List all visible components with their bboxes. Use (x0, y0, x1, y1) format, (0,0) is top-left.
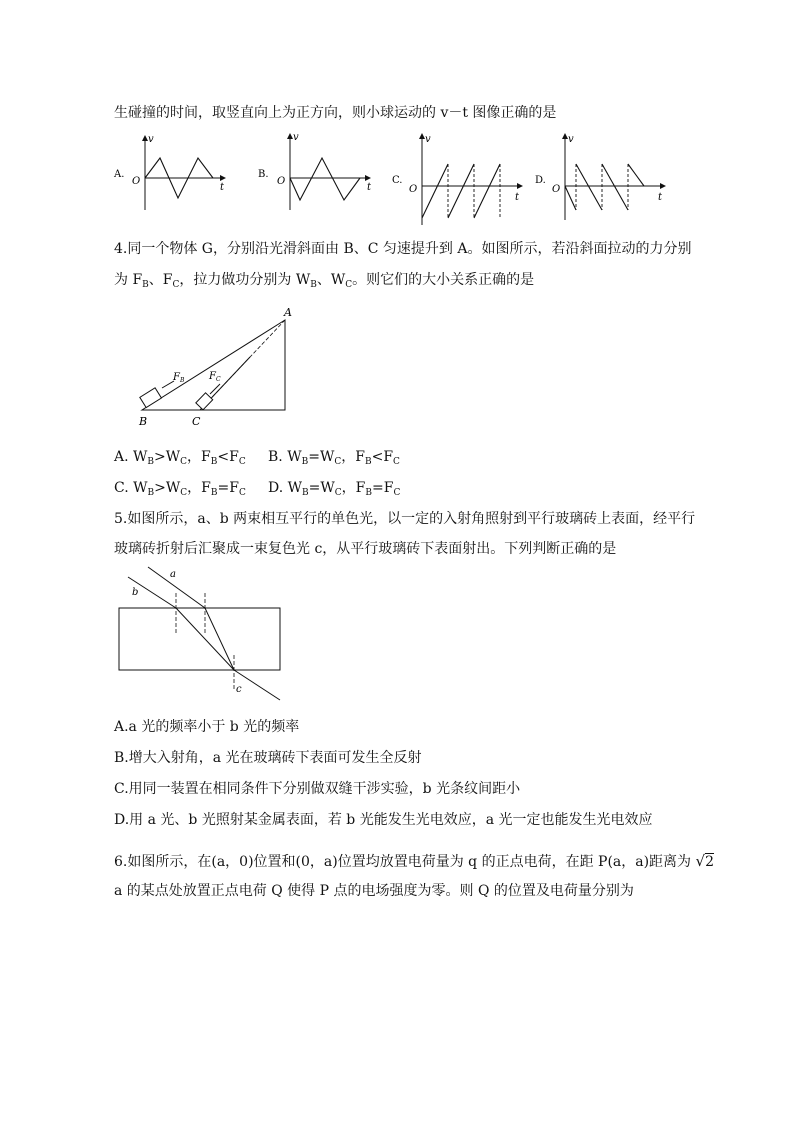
graph-a-label: A. (114, 169, 125, 180)
point-b: B (139, 415, 148, 428)
q5-option-d[interactable]: D.用 a 光、b 光照射某金属表面，若 b 光能发生光电效应，a 光一定也能发生光电效应 (114, 812, 653, 828)
q4-option-a[interactable]: A. $W_B>W_C$，$F_B<F_C$ (114, 449, 246, 467)
graph-a-v: v (148, 134, 154, 145)
q5-stem-line2: 玻璃砖折射后汇聚成一束复色光 c，从平行玻璃砖下表面射出。下列判断正确的是 (114, 541, 617, 557)
ray-a-label: a (170, 569, 176, 580)
graph-b (258, 132, 372, 210)
point-c: C (192, 415, 201, 428)
sqrt-symbol: √2 (695, 852, 714, 870)
q5-option-c[interactable]: C.用同一装置在相同条件下分别做双缝干涉实验，b 光条纹间距小 (114, 781, 521, 797)
graph-a-t: t (220, 182, 225, 193)
q4-option-c[interactable]: C. $W_B>W_C$，$F_B=F_C$ (114, 480, 246, 498)
graph-b-v: v (293, 132, 299, 143)
graph-d-v: v (568, 134, 574, 145)
q5-stem-line1: 5.如图所示，a、b 两束相互平行的单色光，以一定的入射角照射到平行玻璃砖上表面，经平行 (114, 511, 696, 527)
q4-incline-figure (130, 302, 300, 430)
force-fc: $F_C$ (209, 371, 221, 383)
q3-stem-tail: 生碰撞的时间，取竖直向上为正方向，则小球运动的 v－t 图像正确的是 (114, 105, 557, 121)
graph-b-o: O (277, 176, 286, 187)
q4-option-b[interactable]: B. $W_B=W_C$，$F_B<F_C$ (268, 449, 400, 467)
q5-glass-figure (110, 565, 290, 705)
point-a: A (284, 306, 292, 319)
graph-c-o: O (409, 184, 418, 195)
q3-graphs (110, 130, 680, 230)
graph-a-o: O (132, 176, 141, 187)
graph-d-t: t (658, 192, 663, 203)
q5-option-a[interactable]: A.a 光的频率小于 b 光的频率 (114, 719, 300, 735)
graph-a (113, 134, 225, 210)
q6-stem-line1: 6.如图所示，在(a，0)位置和(0，a)位置均放置电荷量为 q 的正点电荷，在距 P(a，a)距离为 √2 (114, 852, 714, 870)
ray-c-label: c (236, 684, 242, 695)
graph-d-o: O (552, 184, 561, 195)
graph-c (392, 134, 522, 225)
graph-d (535, 134, 665, 220)
graph-c-label: C. (392, 175, 403, 186)
graph-b-label: B. (258, 169, 269, 180)
graph-c-v: v (425, 134, 431, 145)
graph-d-label: D. (535, 175, 546, 186)
graph-c-t: t (515, 192, 520, 203)
ray-b-label: b (132, 587, 139, 598)
q6-stem-line2: a 的某点处放置正点电荷 Q 使得 P 点的电场强度为零。则 Q 的位置及电荷量分别为 (114, 883, 634, 899)
force-fb: $F_B$ (173, 372, 185, 384)
q4-stem-line1: 4.同一个物体 G，分别沿光滑斜面由 B、C 匀速提升到 A。如图所示，若沿斜面拉动的力分别 (114, 241, 692, 257)
graph-b-t: t (367, 182, 372, 193)
q4-stem-line2: 为 $F_B$、$F_C$，拉力做功分别为 $W_B$、$W_C$。则它们的大小关系正确的是 (114, 272, 535, 290)
q5-option-b[interactable]: B.增大入射角，a 光在玻璃砖下表面可发生全反射 (114, 750, 422, 766)
q4-option-d[interactable]: D. $W_B=W_C$，$F_B=F_C$ (268, 480, 401, 498)
